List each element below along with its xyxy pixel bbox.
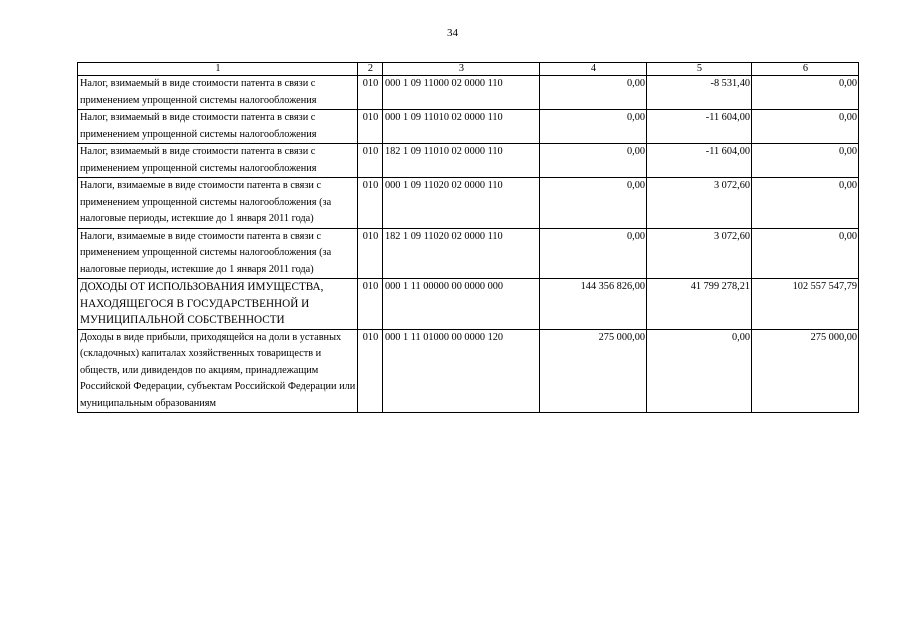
table-row	[78, 110, 859, 144]
header-col-6: 6	[752, 63, 859, 76]
table-row	[78, 279, 859, 330]
income-report-table	[77, 62, 859, 413]
row-kbk-code: 000 1 11 00000 00 0000 000	[383, 279, 540, 330]
row-kbk-code: 000 1 11 01000 00 0000 120	[383, 329, 540, 413]
row-col4-value: 275 000,00	[540, 329, 647, 413]
row-name: Налог, взимаемый в виде стоимости патента в связи с применением упрощенной системы налогообложения	[78, 144, 358, 178]
row-name: Налоги, взимаемые в виде стоимости патента в связи с применением упрощенной системы налогообложения (за налоговые периоды, истекшие до 1 января 2011 года)	[78, 228, 358, 279]
table-row	[78, 178, 859, 229]
row-name: Налоги, взимаемые в виде стоимости патента в связи с применением упрощенной системы налогообложения (за налоговые периоды, истекшие до 1 января 2011 года)	[78, 178, 358, 229]
row-line-code: 010	[358, 144, 383, 178]
row-line-code: 010	[358, 178, 383, 229]
table-row	[78, 144, 859, 178]
table-row	[78, 329, 859, 413]
header-row	[78, 63, 859, 76]
row-col5-value: -11 604,00	[647, 144, 752, 178]
row-kbk-code: 182 1 09 11020 02 0000 110	[383, 228, 540, 279]
row-line-code: 010	[358, 329, 383, 413]
row-line-code: 010	[358, 228, 383, 279]
header-col-3: 3	[383, 63, 540, 76]
header-col-2: 2	[358, 63, 383, 76]
row-col5-value: 3 072,60	[647, 228, 752, 279]
row-col4-value: 0,00	[540, 144, 647, 178]
table-row	[78, 76, 859, 110]
row-col4-value: 144 356 826,00	[540, 279, 647, 330]
table-row	[78, 228, 859, 279]
row-name: Налог, взимаемый в виде стоимости патента в связи с применением упрощенной системы налогообложения	[78, 110, 358, 144]
row-col6-value: 0,00	[752, 76, 859, 110]
row-name: ДОХОДЫ ОТ ИСПОЛЬЗОВАНИЯ ИМУЩЕСТВА, НАХОДЯЩЕГОСЯ В ГОСУДАРСТВЕННОЙ И МУНИЦИПАЛЬНОЙ СОБСТВЕННОСТИ	[78, 279, 358, 330]
row-kbk-code: 182 1 09 11010 02 0000 110	[383, 144, 540, 178]
header-col-4: 4	[540, 63, 647, 76]
row-col4-value: 0,00	[540, 110, 647, 144]
row-col4-value: 0,00	[540, 76, 647, 110]
row-col6-value: 102 557 547,79	[752, 279, 859, 330]
row-col4-value: 0,00	[540, 178, 647, 229]
row-col5-value: -11 604,00	[647, 110, 752, 144]
row-kbk-code: 000 1 09 11000 02 0000 110	[383, 76, 540, 110]
row-col5-value: -8 531,40	[647, 76, 752, 110]
row-col6-value: 275 000,00	[752, 329, 859, 413]
row-line-code: 010	[358, 110, 383, 144]
row-kbk-code: 000 1 09 11020 02 0000 110	[383, 178, 540, 229]
row-name: Налог, взимаемый в виде стоимости патента в связи с применением упрощенной системы налогообложения	[78, 76, 358, 110]
row-col4-value: 0,00	[540, 228, 647, 279]
row-col5-value: 41 799 278,21	[647, 279, 752, 330]
row-col6-value: 0,00	[752, 144, 859, 178]
row-col5-value: 3 072,60	[647, 178, 752, 229]
row-line-code: 010	[358, 76, 383, 110]
row-col6-value: 0,00	[752, 110, 859, 144]
header-col-5: 5	[647, 63, 752, 76]
page-number: 34	[447, 27, 458, 39]
row-kbk-code: 000 1 09 11010 02 0000 110	[383, 110, 540, 144]
row-col6-value: 0,00	[752, 178, 859, 229]
row-line-code: 010	[358, 279, 383, 330]
row-name: Доходы в виде прибыли, приходящейся на доли в уставных (складочных) капиталах хозяйственных товариществ и обществ, или дивидендов по акциям, принадлежащим Российской Федерации, субъектам Российской Федерации или муниципальным образованиям	[78, 329, 358, 413]
header-col-1: 1	[78, 63, 358, 76]
row-col5-value: 0,00	[647, 329, 752, 413]
row-col6-value: 0,00	[752, 228, 859, 279]
